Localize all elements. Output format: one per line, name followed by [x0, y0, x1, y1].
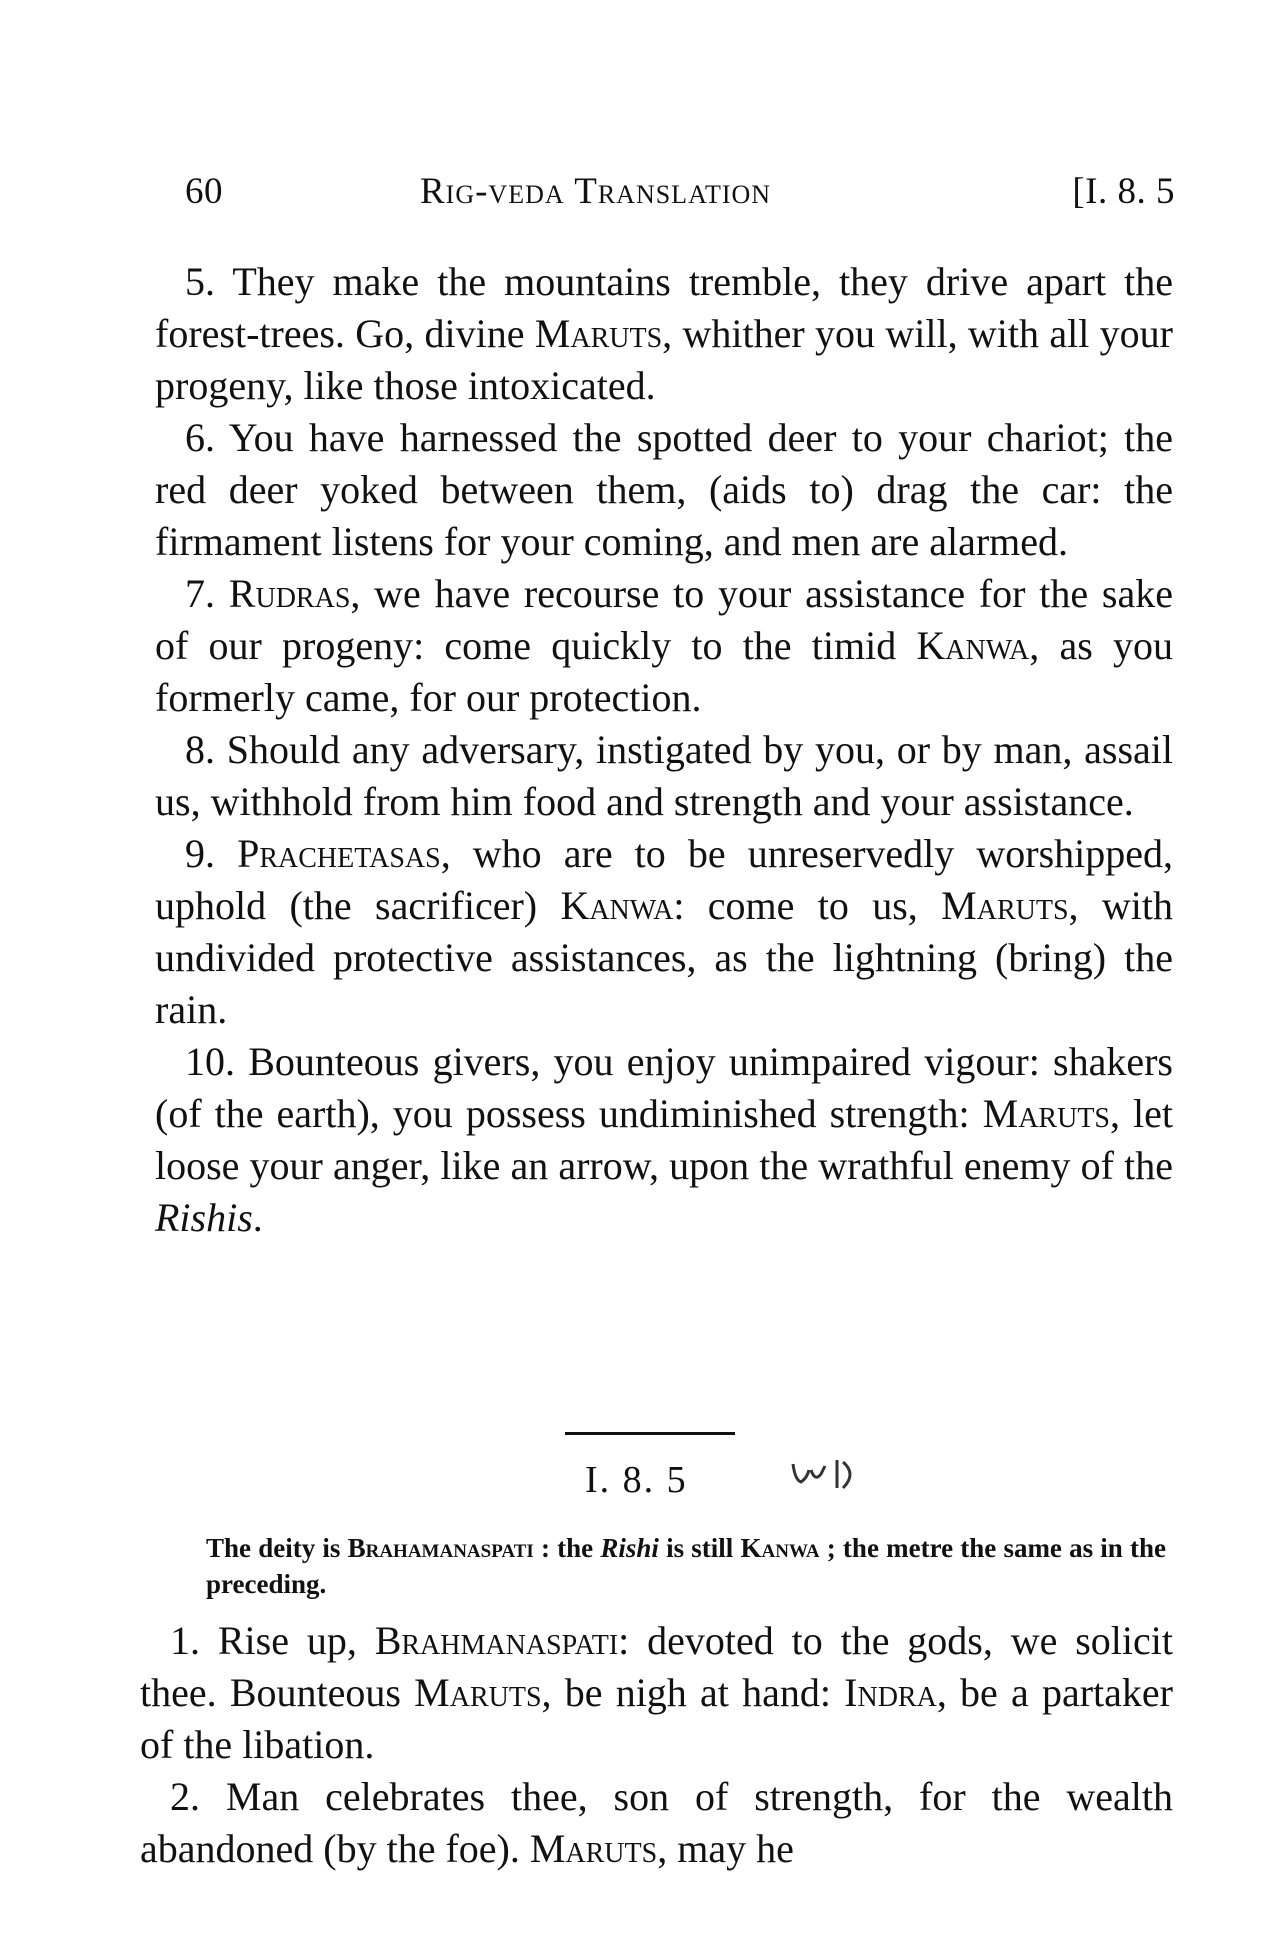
verse-text-span: , who are to be unreservedly worshipped, uphold (the sacrificer): [155, 831, 1174, 928]
verse-text: [140, 1618, 1173, 1767]
verse-number: 7.: [185, 571, 215, 616]
italic-term: Rishi: [600, 1533, 659, 1563]
handwritten-annotation-icon: [785, 1452, 875, 1502]
verse-text: [140, 1774, 1173, 1871]
proper-name: Maruts: [534, 311, 663, 356]
running-title: Rig-veda Translation: [420, 171, 772, 212]
verse-text-span: .: [252, 1195, 263, 1240]
verse-text: Should any adversary, instigated by you, or by man, assail us, withhold from him food and strength and your assistance.: [155, 727, 1173, 824]
verse: [155, 828, 1173, 1036]
section-reference: [I. 8. 5: [1072, 171, 1175, 212]
section-divider: [565, 1432, 735, 1435]
verse-text: [155, 831, 1173, 1032]
verse-number: 2.: [170, 1774, 200, 1819]
verse-text-span: , may he: [657, 1826, 794, 1871]
proper-name: Kanwa: [560, 883, 674, 928]
verse-text-span: , be nigh at hand:: [541, 1670, 845, 1715]
verse: [155, 1036, 1173, 1244]
verse-text-span: , with undivided protective assistances, as the lightning (bring) the rain.: [155, 883, 1173, 1032]
verse-text-span: , we have recourse to your assistance for the sake of our progeny: come quickly to the timid: [155, 571, 1174, 668]
page-number: 60: [185, 171, 223, 212]
verse: [155, 724, 1173, 828]
verse-text-span: Bounteous givers, you enjoy unimpaired vigour: shakers (of the earth), you possess undiminished strength:: [155, 1039, 1173, 1136]
verse-text-span: Man celebrates thee, son of strength, for the wealth abandoned (by the foe).: [140, 1774, 1173, 1871]
proper-name: Maruts: [414, 1670, 542, 1715]
note-text: is still: [658, 1533, 741, 1563]
note-text: : the: [533, 1533, 601, 1563]
verse-text-span: : come to us,: [673, 883, 942, 928]
italic-term: Rishis: [155, 1195, 253, 1240]
verse-text-span: : devoted to the gods, we solicit thee. Bounteous: [140, 1618, 1173, 1715]
verse: [140, 1771, 1173, 1875]
verse-text: You have harnessed the spotted deer to your chariot; the red deer yoked between them, (aids to) drag the car: the firmament listens for your coming, and men are alarmed.: [155, 415, 1173, 564]
verses-bottom: [140, 1615, 1173, 1875]
page-header: [185, 170, 1175, 230]
verse-text-span: They make the mountains tremble, they drive apart the forest-trees. Go, divine: [155, 259, 1174, 356]
proper-name: Maruts: [529, 1826, 658, 1871]
verse-text: [155, 259, 1173, 408]
verse-text-span: , whither you will, with all your progeny, like those intoxicated.: [155, 311, 1173, 408]
verse-text-span: , let loose your anger, like an arrow, upon the wrathful enemy of the: [155, 1091, 1173, 1188]
hymn-intro-note: [206, 1530, 1166, 1602]
proper-name: Kanwa: [916, 623, 1030, 668]
verses-top: [155, 256, 1173, 1244]
verse-number: 1.: [170, 1618, 200, 1663]
verse-number: 5.: [185, 259, 215, 304]
verse-number: 6.: [185, 415, 215, 460]
proper-name: Prachetasas: [237, 831, 441, 876]
proper-name: Brahmanaspati: [374, 1618, 619, 1663]
verse: [155, 568, 1173, 724]
proper-name: Rudras: [228, 571, 351, 616]
verse-text-span: Rise up,: [217, 1618, 375, 1663]
proper-name: Brahamanaspati: [347, 1533, 534, 1563]
proper-name: Maruts: [941, 883, 1069, 928]
verse-text-span: , be a partaker of the libation.: [140, 1670, 1173, 1767]
verse-number: 9.: [185, 831, 215, 876]
verse-text: [155, 571, 1173, 720]
verse-text: [155, 1039, 1173, 1240]
verse: [140, 1615, 1173, 1771]
proper-name: Maruts: [982, 1091, 1110, 1136]
verse-text-span: , as you formerly came, for our protection.: [155, 623, 1173, 720]
verse-number: 10.: [185, 1039, 235, 1084]
proper-name: Indra: [844, 1670, 937, 1715]
verse-number: 8.: [185, 727, 215, 772]
note-text: The deity is: [206, 1533, 348, 1563]
verse: [155, 412, 1173, 568]
verse: [155, 256, 1173, 412]
note-text: ; the metre the same as in the preceding.: [206, 1533, 1167, 1599]
section-heading: I. 8. 5: [585, 1459, 688, 1501]
proper-name: Kanwa: [740, 1533, 820, 1563]
